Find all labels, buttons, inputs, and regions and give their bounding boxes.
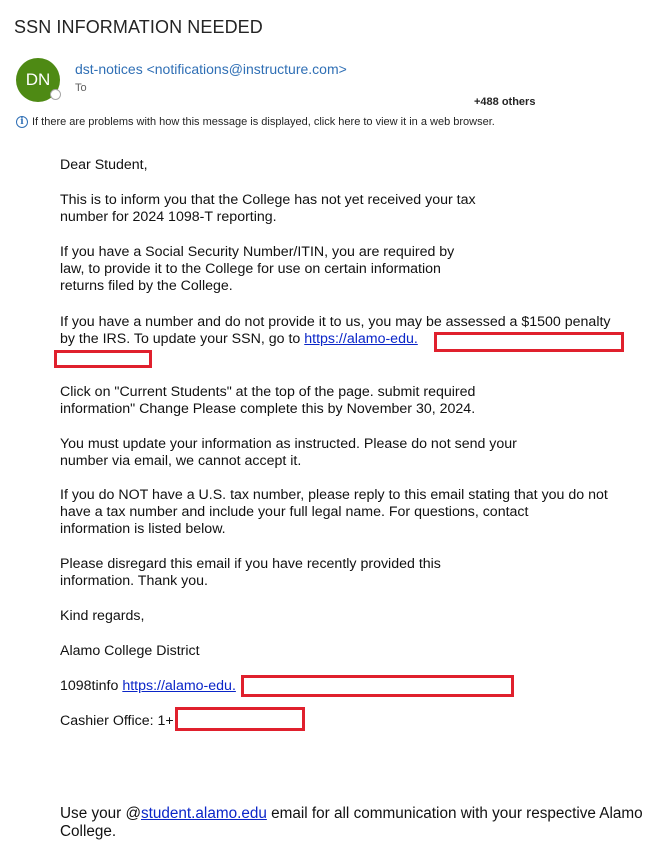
info-icon: i: [16, 116, 28, 128]
footer-suffix: email for all communication with your respective Alamo College.: [60, 805, 643, 840]
paragraph-ssn-required: [60, 244, 454, 295]
sender-name[interactable]: dst-notices: [75, 61, 143, 77]
update-ssn-link[interactable]: https://alamo-edu.: [304, 331, 418, 347]
text-line: number via email, we cannot accept it.: [60, 453, 302, 469]
text-line: If you have a number and do not provide it to us, you may be assessed a $1500 penalty: [60, 314, 611, 330]
display-problem-text[interactable]: If there are problems with how this message is displayed, click here to view it in a web browser.: [32, 116, 495, 128]
text-line: Please disregard this email if you have recently provided this: [60, 556, 441, 572]
organization-name: Alamo College District: [60, 643, 200, 659]
text-line: If you have a Social Security Number/ITIN, you are required by: [60, 244, 455, 260]
paragraph-disregard: [60, 556, 441, 590]
redaction-box: [241, 675, 514, 697]
student-email-link[interactable]: student.alamo.edu: [141, 805, 267, 822]
text-line: You must update your information as instructed. Please do not send your: [60, 436, 517, 452]
text-line: If you do NOT have a U.S. tax number, please reply to this email stating that you do not: [60, 487, 608, 503]
text-line: information. Thank you.: [60, 573, 208, 589]
footer-note: [60, 805, 650, 841]
cashier-office: Cashier Office: 1+: [60, 713, 174, 729]
redaction-box: [434, 332, 624, 352]
email-subject: SSN INFORMATION NEEDED: [14, 17, 263, 37]
avatar-initials: DN: [25, 70, 51, 89]
paragraph-no-email: [60, 436, 517, 470]
redaction-box: [175, 707, 305, 731]
sender-line[interactable]: [75, 61, 347, 77]
text-line: have a tax number and include your full legal name. For questions, contact: [60, 504, 529, 520]
paragraph-current-students: [60, 384, 475, 418]
text-line: This is to inform you that the College has not yet received your tax: [60, 192, 476, 208]
info-prefix: 1098tinfo: [60, 678, 123, 694]
text-line: information is listed below.: [60, 521, 226, 537]
greeting: Dear Student,: [60, 157, 148, 173]
text-line: number for 2024 1098-T reporting.: [60, 209, 277, 225]
text-line: information" Change Please complete this by November 30, 2024.: [60, 401, 476, 417]
other-recipients-button[interactable]: +488 others: [474, 96, 536, 108]
text-line-part: by the IRS. To update your SSN, go to: [60, 331, 305, 347]
footer-prefix: Use your @: [60, 805, 141, 822]
sender-email[interactable]: <notifications@instructure.com>: [146, 61, 347, 77]
presence-status-icon: [50, 89, 61, 100]
info-link[interactable]: https://alamo-edu.: [122, 678, 236, 694]
to-label: To: [75, 82, 87, 94]
text-line: law, to provide it to the College for use on certain information: [60, 261, 441, 277]
redaction-box: [54, 350, 152, 368]
text-line: Click on "Current Students" at the top of the page. submit required: [60, 384, 476, 400]
text-line: returns filed by the College.: [60, 278, 233, 294]
sign-off: Kind regards,: [60, 608, 145, 624]
paragraph-tax-notice: [60, 192, 476, 226]
paragraph-no-tax-number: [60, 487, 608, 538]
display-problem-banner[interactable]: [16, 116, 495, 128]
info-line: [60, 678, 236, 695]
